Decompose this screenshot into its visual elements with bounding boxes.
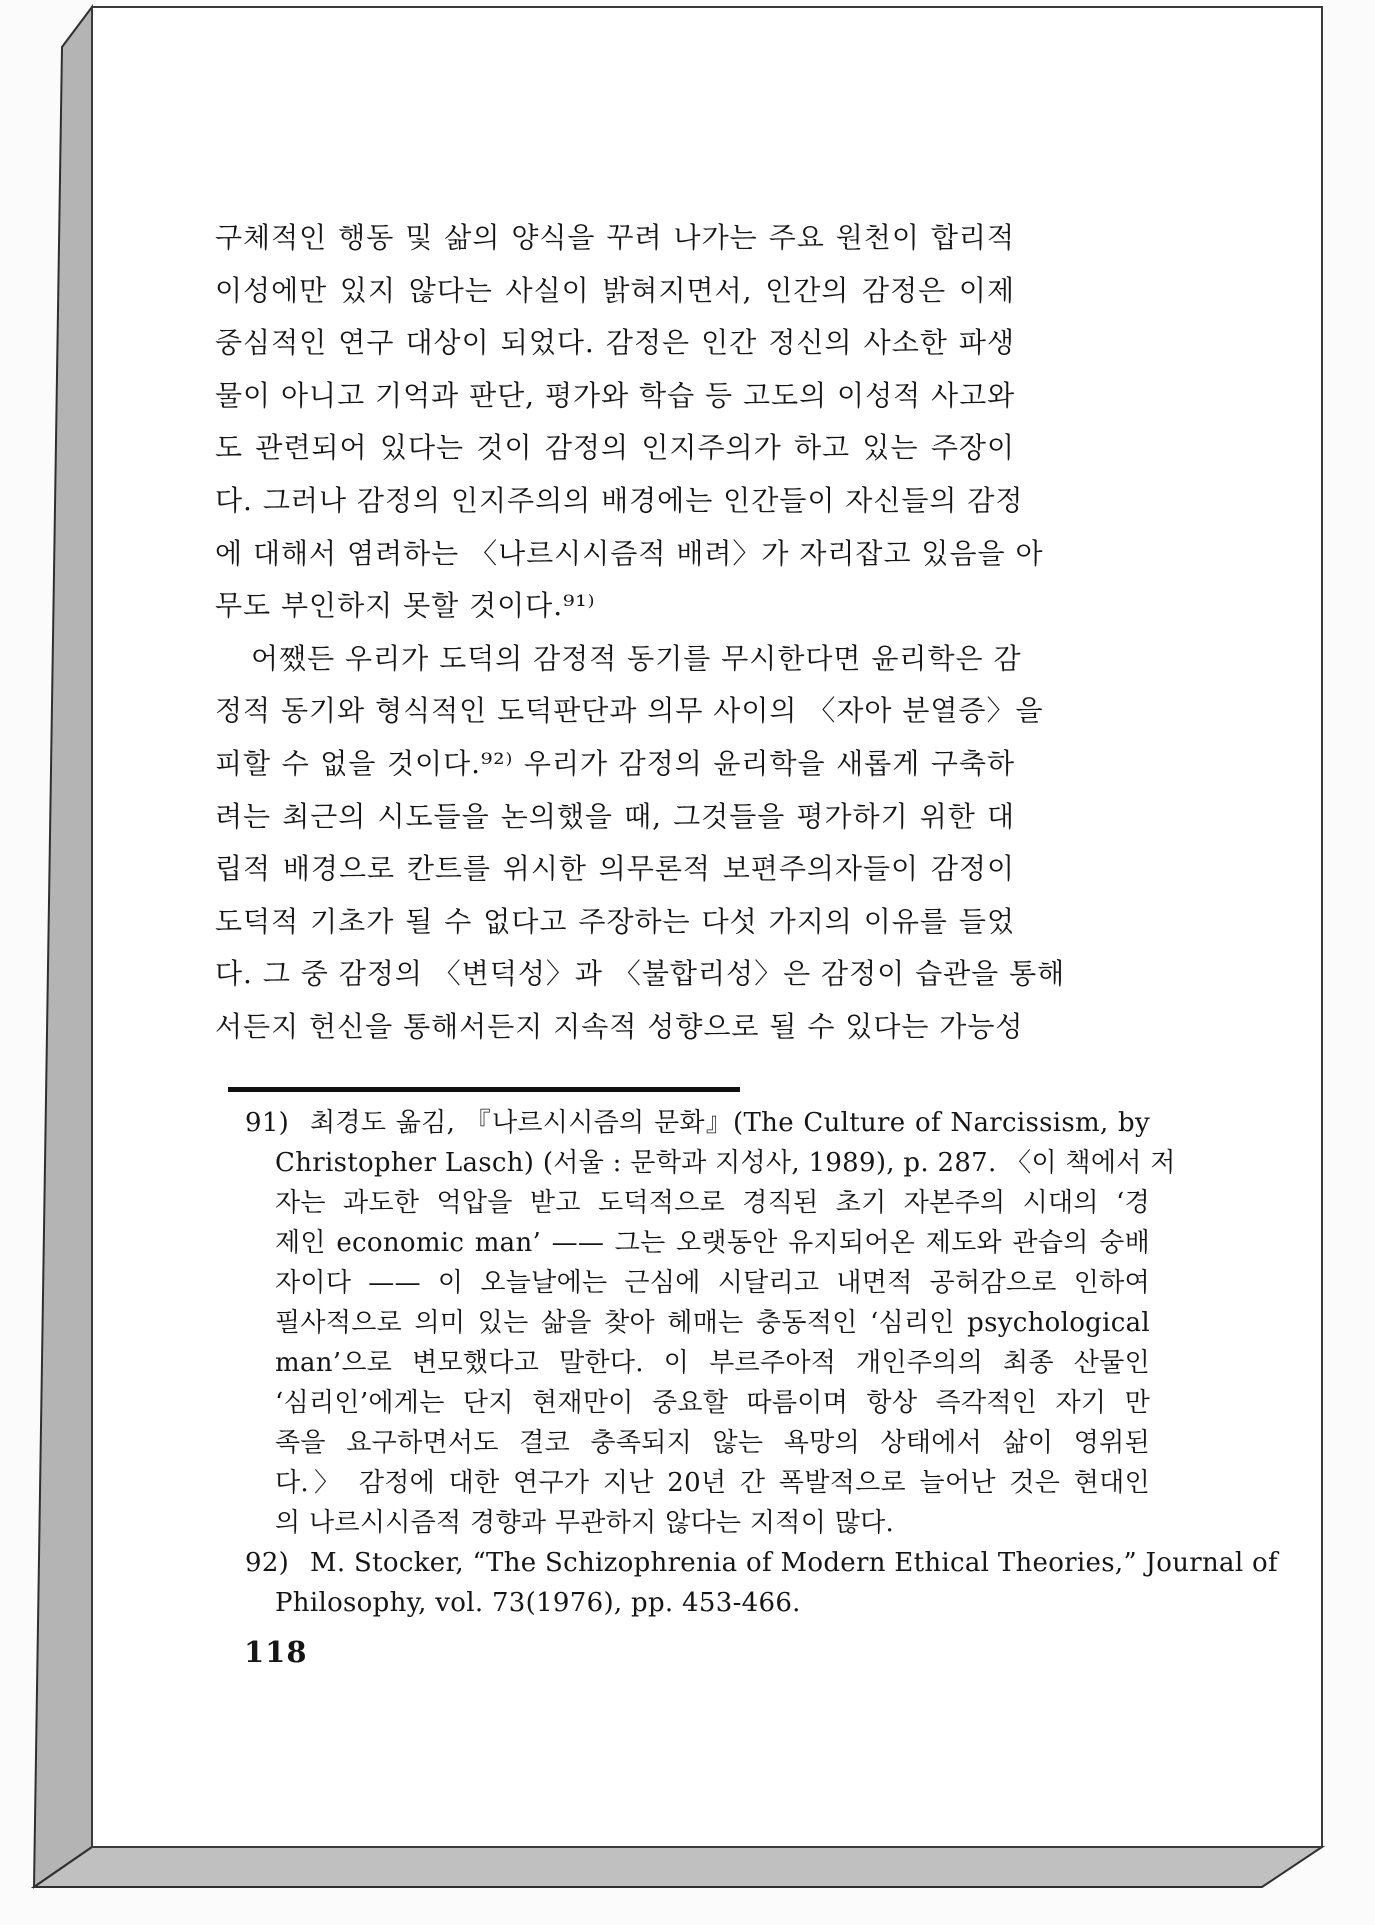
text-line: 이성에만 있지 않다는 사실이 밝혀지면서, 인간의 감정은 이제 bbox=[215, 273, 1015, 307]
page bbox=[92, 7, 1322, 1847]
footnote-line: 최경도 옮김, 『나르시시즘의 문화』(The Culture of Narcissism, by bbox=[310, 1108, 1150, 1138]
footnote-line: 다.〉 감정에 대한 연구가 지난 20년 간 폭발적으로 늘어난 것은 현대인 bbox=[275, 1468, 1150, 1498]
text-line: 무도 부인하지 못할 것이다.⁹¹⁾ bbox=[215, 589, 596, 623]
page-number: 118 bbox=[244, 1635, 308, 1669]
footnote bbox=[245, 1543, 1278, 1623]
text-line: 도 관련되어 있다는 것이 감정의 인지주의가 하고 있는 주장이 bbox=[215, 431, 1015, 465]
text-line: 어쨌든 우리가 도덕의 감정적 동기를 무시한다면 윤리학은 감 bbox=[251, 641, 1022, 675]
footnote-line: 자는 과도한 억압을 받고 도덕적으로 경직된 초기 자본주의 시대의 ‘경 bbox=[275, 1188, 1150, 1218]
footnote bbox=[245, 1103, 1176, 1543]
text-line: 물이 아니고 기억과 판단, 평가와 학습 등 고도의 이성적 사고와 bbox=[215, 378, 1016, 412]
footnote-number: 92) bbox=[245, 1548, 290, 1578]
footnote-line: M. Stocker, “The Schizophrenia of Modern Ethical Theories,” Journal of bbox=[310, 1548, 1278, 1578]
text-line: 에 대해서 염려하는 〈나르시시즘적 배려〉가 자리잡고 있음을 아 bbox=[215, 536, 1044, 570]
footnote-line: man’으로 변모했다고 말한다. 이 부르주아적 개인주의의 최종 산물인 bbox=[275, 1348, 1150, 1378]
text-line: 려는 최근의 시도들을 논의했을 때, 그것들을 평가하기 위한 대 bbox=[215, 799, 1015, 833]
page-block-left-edge bbox=[34, 7, 92, 1887]
footnote-line: Christopher Lasch) (서울 : 문학과 지성사, 1989), p. 287. 〈이 책에서 저 bbox=[275, 1148, 1176, 1178]
page-block-bottom-edge bbox=[34, 1847, 1322, 1887]
text-line: 다. 그 중 감정의 〈변덕성〉과 〈불합리성〉은 감정이 습관을 통해 bbox=[215, 957, 1066, 991]
text-line: 중심적인 연구 대상이 되었다. 감정은 인간 정신의 사소한 파생 bbox=[215, 326, 1015, 360]
text-line: 피할 수 없을 것이다.⁹²⁾ 우리가 감정의 윤리학을 새롭게 구축하 bbox=[215, 746, 1015, 780]
footnote-line: 의 나르시시즘적 경향과 무관하지 않다는 지적이 많다. bbox=[275, 1508, 895, 1538]
footnote-line: 자이다 —— 이 오늘날에는 근심에 시달리고 내면적 공허감으로 인하여 bbox=[275, 1268, 1150, 1298]
footnote-separator bbox=[228, 1087, 740, 1092]
footnote-line: 제인 economic man’ —— 그는 오랫동안 유지되어온 제도와 관습의 숭배 bbox=[275, 1228, 1150, 1258]
text-line: 다. 그러나 감정의 인지주의의 배경에는 인간들이 자신들의 감정 bbox=[215, 483, 1024, 517]
text-line: 정적 동기와 형식적인 도덕판단과 의무 사이의 〈자아 분열증〉을 bbox=[215, 694, 1044, 728]
footnote-line: 족을 요구하면서도 결코 충족되지 않는 욕망의 상태에서 삶이 영위된 bbox=[275, 1428, 1150, 1458]
text-line: 도덕적 기초가 될 수 없다고 주장하는 다섯 가지의 이유를 들었 bbox=[215, 904, 1015, 938]
text-line: 서든지 헌신을 통해서든지 지속적 성향으로 될 수 있다는 가능성 bbox=[215, 1009, 1024, 1043]
footnotes bbox=[245, 1103, 1278, 1623]
paragraph bbox=[215, 633, 1066, 1054]
footnote-line: 필사적으로 의미 있는 삶을 찾아 헤매는 충동적인 ‘심리인 psychological bbox=[275, 1308, 1150, 1338]
paragraph bbox=[215, 212, 1044, 633]
footnote-line: Philosophy, vol. 73(1976), pp. 453-466. bbox=[275, 1588, 801, 1618]
body-text bbox=[215, 212, 1066, 1054]
text-line: 구체적인 행동 및 삶의 양식을 꾸려 나가는 주요 원천이 합리적 bbox=[215, 221, 1015, 254]
footnote-line: ‘심리인’에게는 단지 현재만이 중요할 따름이며 항상 즉각적인 자기 만 bbox=[275, 1388, 1150, 1418]
footnote-number: 91) bbox=[245, 1108, 290, 1138]
text-line: 립적 배경으로 칸트를 위시한 의무론적 보편주의자들이 감정이 bbox=[215, 852, 1015, 886]
